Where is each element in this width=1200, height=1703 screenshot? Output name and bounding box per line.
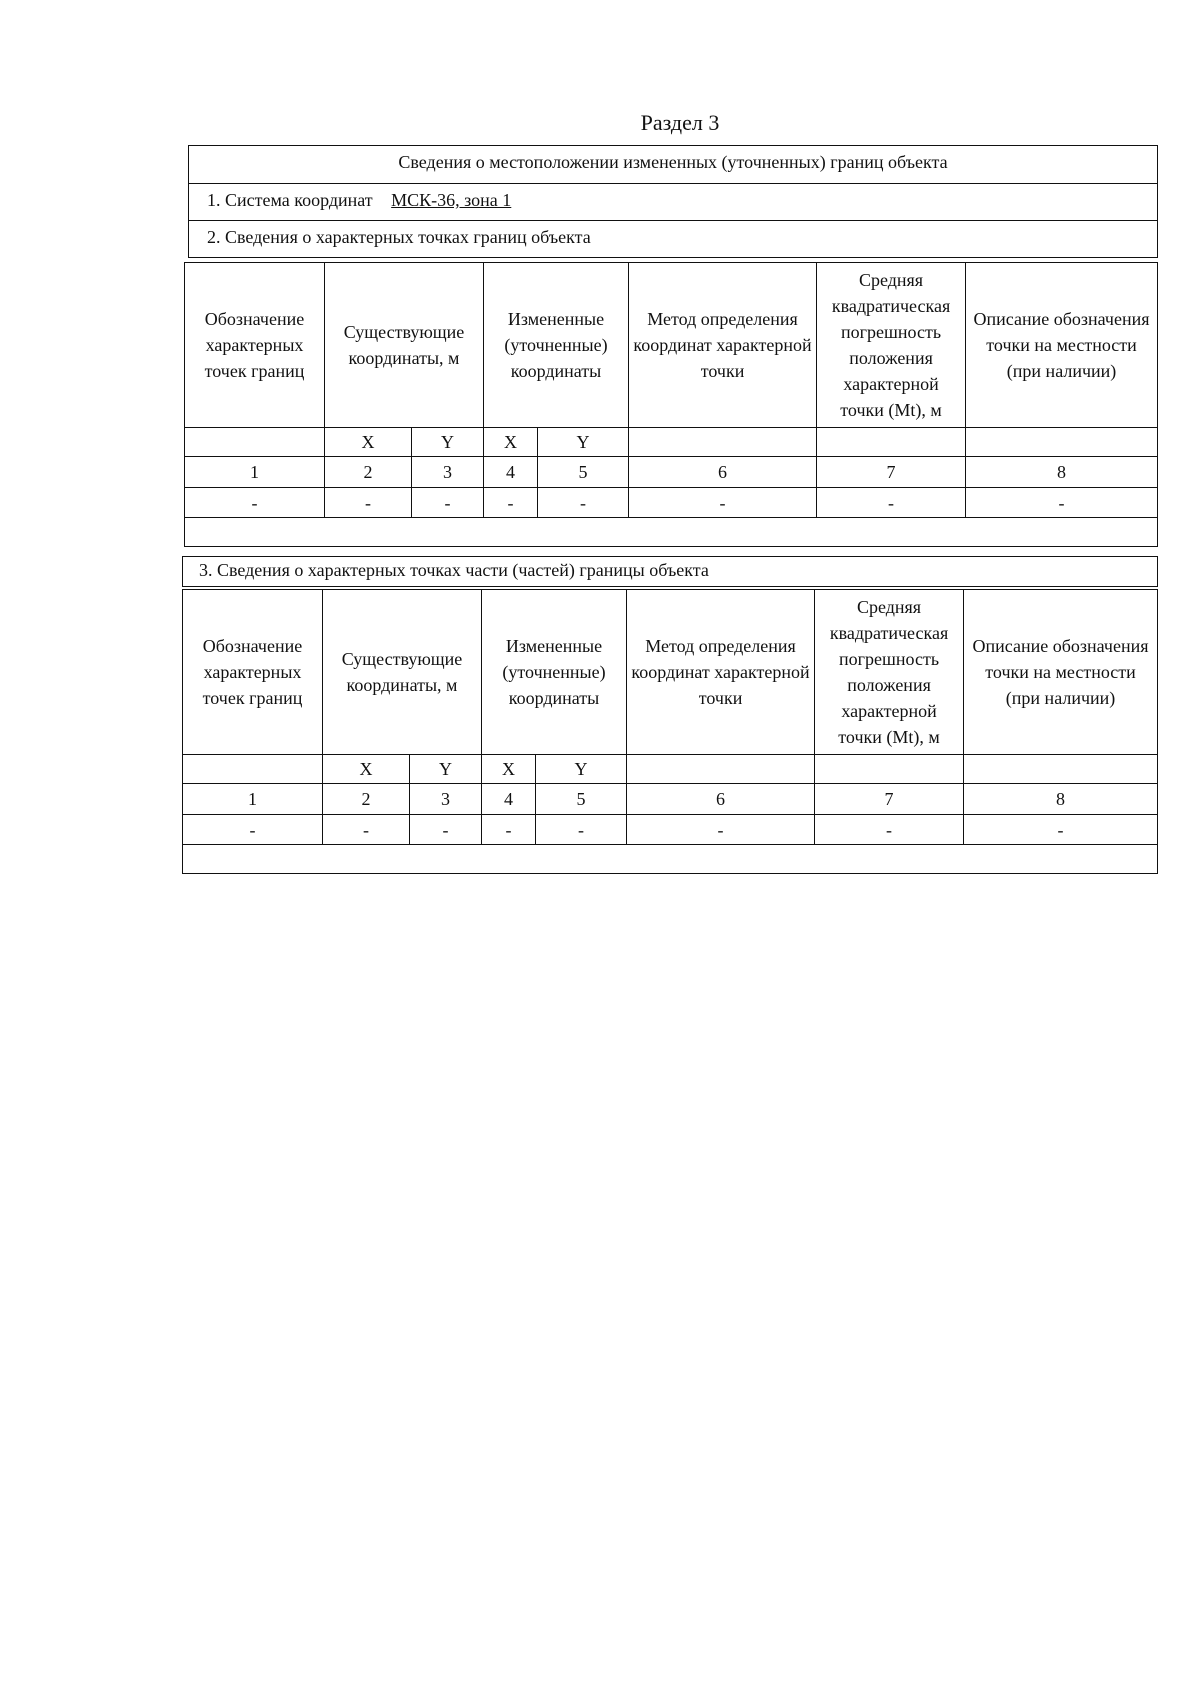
col-designation-header: Обозначение характерных точек границ: [183, 590, 323, 755]
axes-row: [183, 755, 1158, 784]
column-number: 2: [325, 457, 412, 488]
cell-value: -: [966, 488, 1158, 518]
col-changed-header: Измененные (уточненные) координаты: [484, 263, 629, 428]
table-footer-row: [183, 845, 1158, 874]
section3-title: 3. Сведения о характерных точках части (частей) границы объекта: [199, 560, 709, 580]
axes-cell-empty: [817, 428, 966, 457]
parts-points-table: [182, 589, 1158, 874]
axis-y-existing: Y: [410, 755, 482, 784]
axes-row: [185, 428, 1158, 457]
coordinate-system-label: 1. Система координат: [207, 190, 373, 210]
cell-value: -: [323, 815, 410, 845]
column-number: 8: [966, 457, 1158, 488]
column-number: 5: [536, 784, 627, 815]
axis-y-changed: Y: [536, 755, 627, 784]
axis-x-changed: X: [482, 755, 536, 784]
cell-value: -: [536, 815, 627, 845]
col-method-header: Метод определения координат характерной точки: [629, 263, 817, 428]
column-number: 6: [629, 457, 817, 488]
col-error-header: Средняя квадратическая погрешность положения характерной точки (Mt), м: [815, 590, 964, 755]
cell-value: -: [325, 488, 412, 518]
cell-value: -: [815, 815, 964, 845]
axis-x-existing: X: [323, 755, 410, 784]
section2-title: 2. Сведения о характерных точках границ объекта: [207, 227, 591, 247]
col-existing-header: Существующие координаты, м: [325, 263, 484, 428]
axes-cell-empty: [627, 755, 815, 784]
cell-value: -: [964, 815, 1158, 845]
cell-value: -: [183, 815, 323, 845]
axes-cell-empty: [185, 428, 325, 457]
points-table: [184, 262, 1158, 547]
axis-x-existing: X: [325, 428, 412, 457]
col-existing-header: Существующие координаты, м: [323, 590, 482, 755]
column-number: 7: [817, 457, 966, 488]
section2-title-row: [188, 220, 1158, 258]
axes-cell-empty: [966, 428, 1158, 457]
col-description-header: Описание обозначения точки на местности (при наличии): [964, 590, 1158, 755]
column-numbers-row: [185, 457, 1158, 488]
col-error-header: Средняя квадратическая погрешность положения характерной точки (Mt), м: [817, 263, 966, 428]
col-description-header: Описание обозначения точки на местности (при наличии): [966, 263, 1158, 428]
col-designation-header: Обозначение характерных точек границ: [185, 263, 325, 428]
column-numbers-row: [183, 784, 1158, 815]
axis-y-changed: Y: [538, 428, 629, 457]
axis-x-changed: X: [484, 428, 538, 457]
col-changed-header: Измененные (уточненные) координаты: [482, 590, 627, 755]
cell-value: -: [538, 488, 629, 518]
cell-value: -: [817, 488, 966, 518]
column-number: 1: [185, 457, 325, 488]
column-number: 2: [323, 784, 410, 815]
column-number: 5: [538, 457, 629, 488]
section3-title-row: [182, 556, 1158, 587]
table-footer-row: [185, 518, 1158, 547]
cell-value: -: [412, 488, 484, 518]
table-row: [185, 488, 1158, 518]
cell-value: -: [484, 488, 538, 518]
header-info-text: Сведения о местоположении измененных (уточненных) границ объекта: [398, 152, 948, 172]
axis-y-existing: Y: [412, 428, 484, 457]
section-title: Раздел 3: [640, 110, 720, 135]
cell-value: -: [185, 488, 325, 518]
table-header-row: [183, 590, 1158, 755]
coordinate-system-value: МСК-36, зона 1: [391, 190, 512, 210]
table-header-row: [185, 263, 1158, 428]
axes-cell-empty: [629, 428, 817, 457]
column-number: 8: [964, 784, 1158, 815]
axes-cell-empty: [183, 755, 323, 784]
col-method-header: Метод определения координат характерной точки: [627, 590, 815, 755]
column-number: 1: [183, 784, 323, 815]
column-number: 3: [410, 784, 482, 815]
cell-value: -: [482, 815, 536, 845]
axes-cell-empty: [815, 755, 964, 784]
footer-cell: [185, 518, 1158, 547]
header-info-box: [188, 145, 1158, 184]
footer-cell: [183, 845, 1158, 874]
cell-value: -: [627, 815, 815, 845]
cell-value: -: [410, 815, 482, 845]
table-row: [183, 815, 1158, 845]
coordinate-system-text: [207, 190, 511, 211]
column-number: 6: [627, 784, 815, 815]
column-number: 4: [482, 784, 536, 815]
column-number: 4: [484, 457, 538, 488]
column-number: 7: [815, 784, 964, 815]
cell-value: -: [629, 488, 817, 518]
column-number: 3: [412, 457, 484, 488]
coordinate-system-row: [188, 183, 1158, 221]
axes-cell-empty: [964, 755, 1158, 784]
